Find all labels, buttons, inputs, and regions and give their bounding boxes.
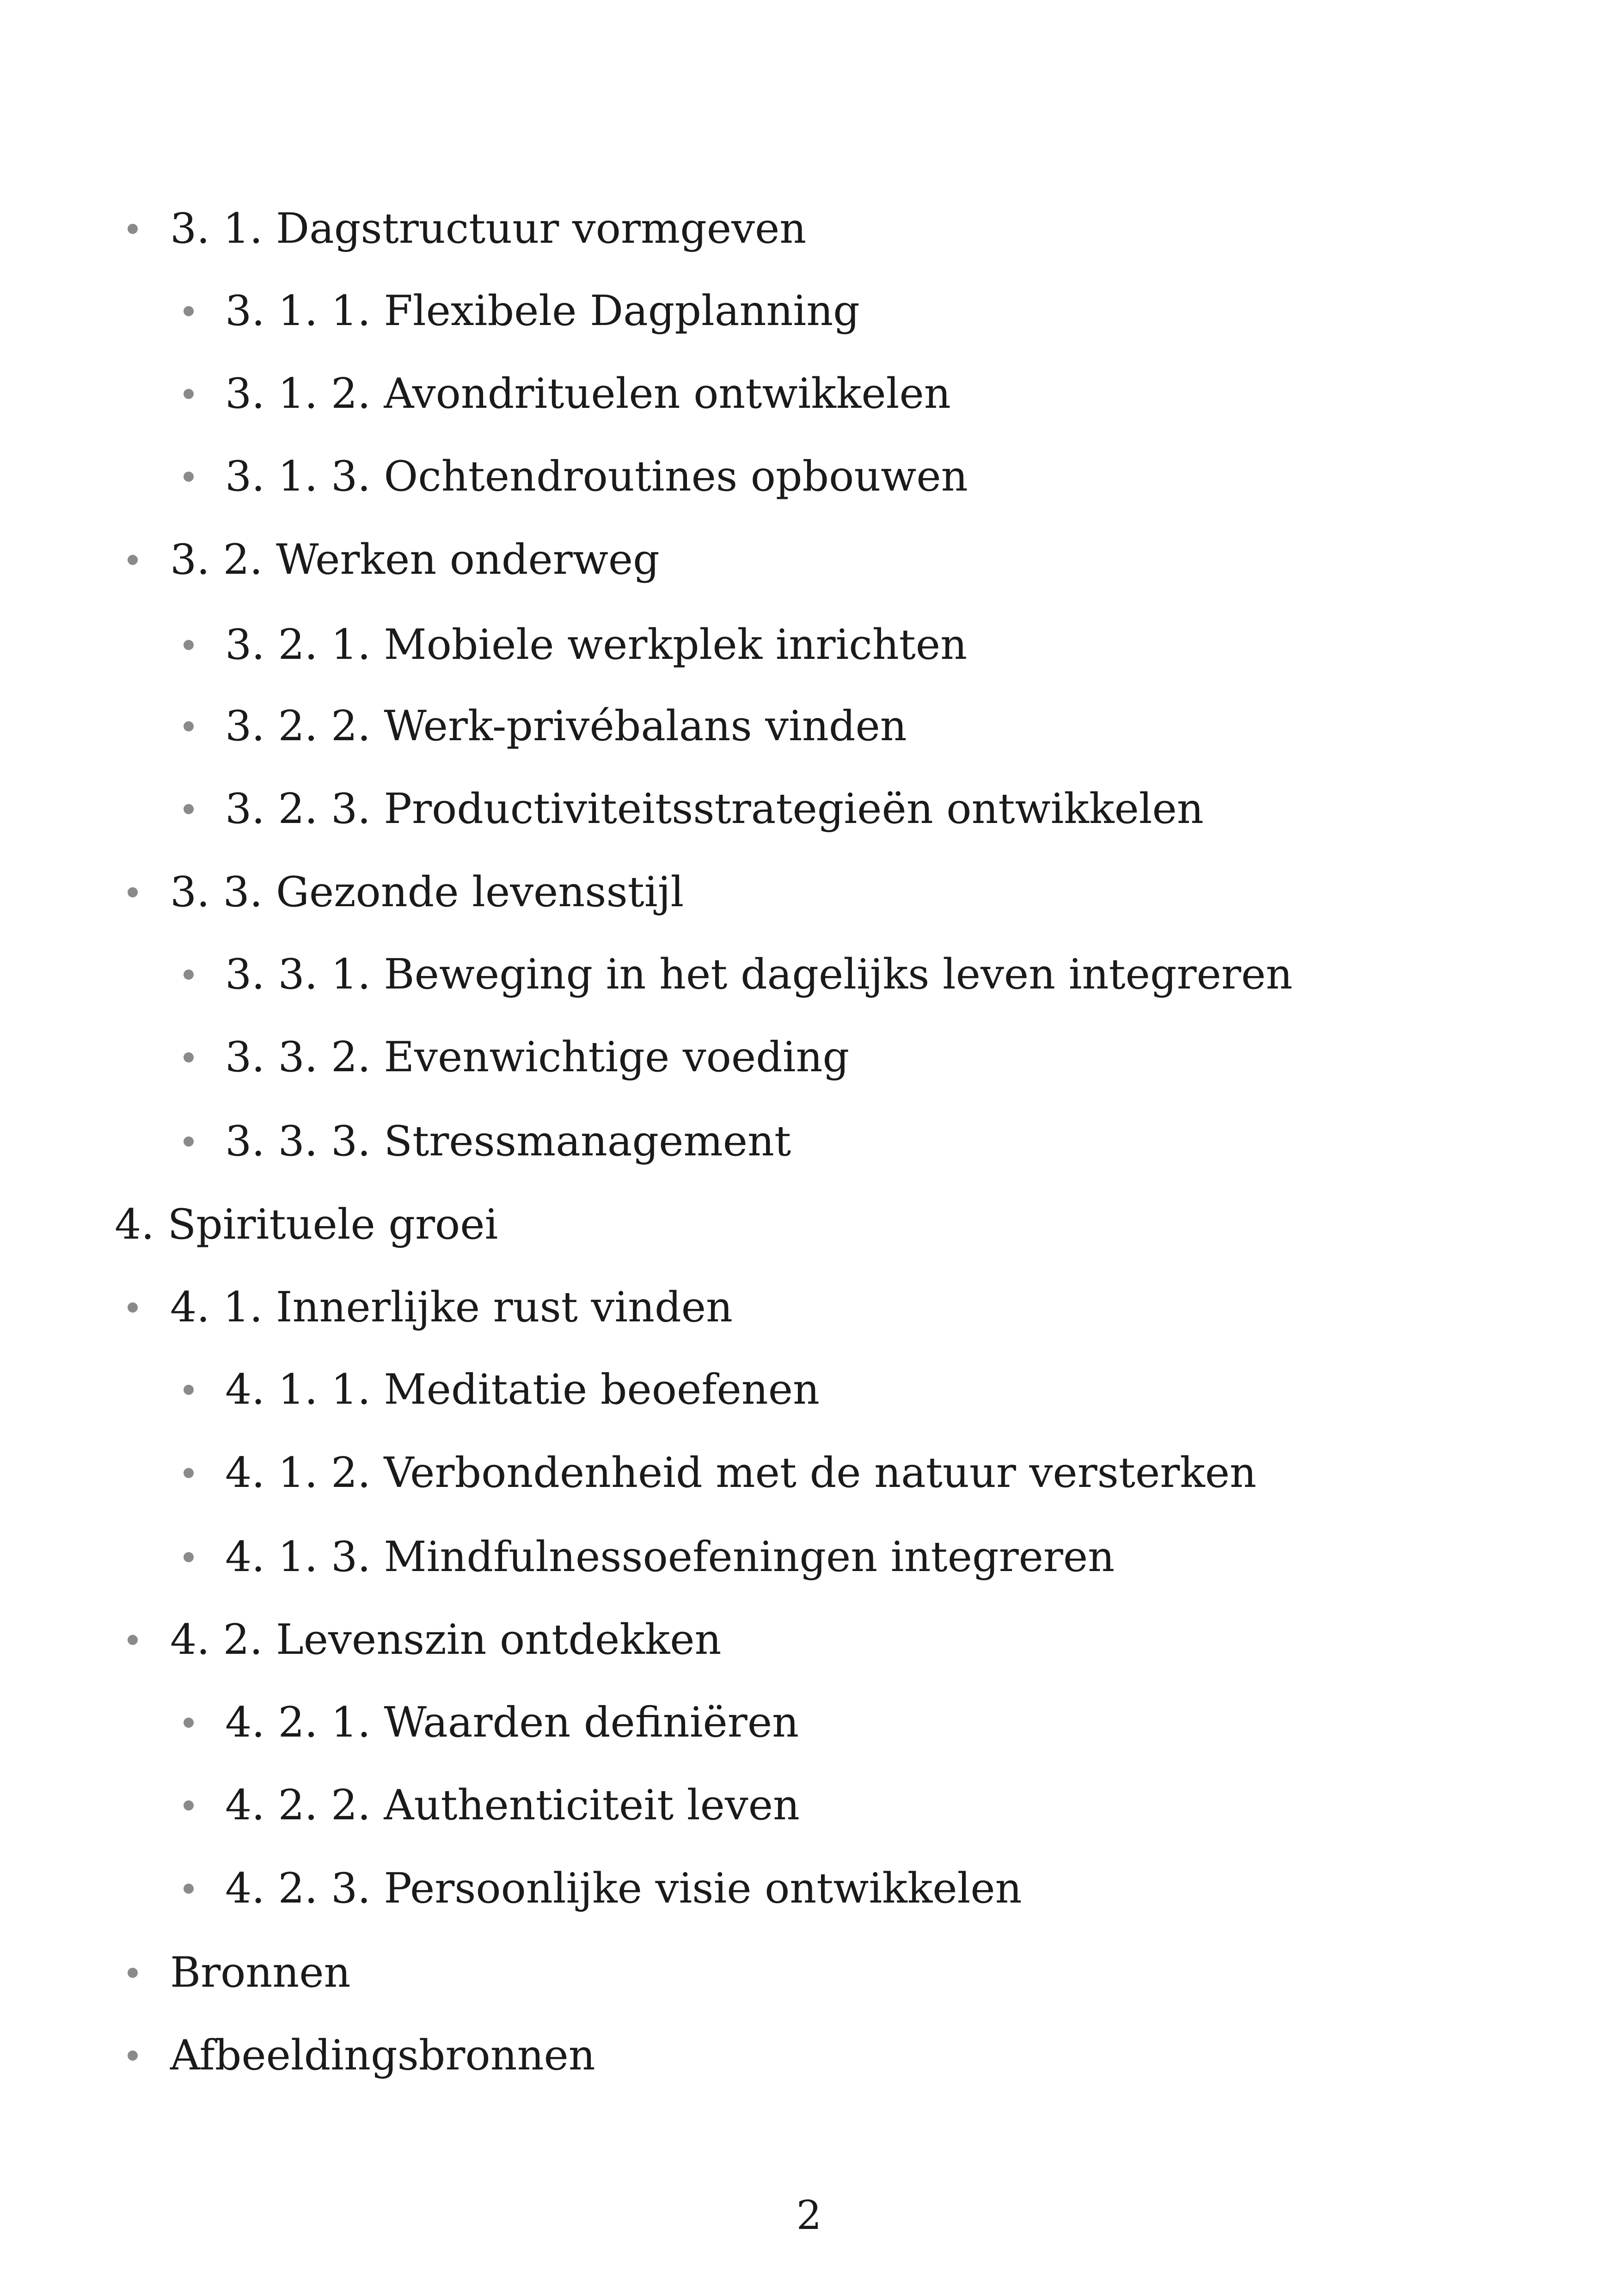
toc-entry-label: 4. 1. 2. Verbondenheid met de natuur versterken xyxy=(225,1449,1257,1497)
page-number: 2 xyxy=(796,2192,822,2239)
toc-entry-label: 3. 3. Gezonde levensstijl xyxy=(170,868,684,916)
bullet-icon xyxy=(184,1136,194,1147)
toc-entry-label: 4. 2. 3. Persoonlijke visie ontwikkelen xyxy=(225,1864,1022,1913)
toc-entry-label: Afbeeldingsbronnen xyxy=(170,2031,595,2080)
bullet-icon xyxy=(184,1884,194,1894)
bullet-icon xyxy=(184,1385,194,1395)
toc-entry-label: 3. 3. 3. Stressmanagement xyxy=(225,1117,791,1166)
bullet-icon xyxy=(184,1468,194,1478)
bullet-icon xyxy=(184,1800,194,1811)
bullet-icon xyxy=(128,2050,138,2061)
toc-entry-label: 3. 1. Dagstructuur vormgeven xyxy=(170,204,807,253)
bullet-icon xyxy=(184,472,194,482)
bullet-icon xyxy=(184,306,194,316)
toc-entry-label: 4. 1. 1. Meditatie beoefenen xyxy=(225,1365,820,1414)
bullet-icon xyxy=(128,1302,138,1313)
bullet-icon xyxy=(184,640,194,650)
toc-entry-label: 3. 2. 3. Productiviteitsstrategieën ontwikkelen xyxy=(225,785,1204,833)
bullet-icon xyxy=(184,721,194,731)
toc-entry-label: 3. 2. Werken onderweg xyxy=(170,535,660,584)
bullet-icon xyxy=(184,1552,194,1562)
toc-entry-label: 4. 2. 1. Waarden definiëren xyxy=(225,1698,799,1747)
toc-entry-label: 3. 3. 2. Evenwichtige voeding xyxy=(225,1033,850,1081)
bullet-icon xyxy=(184,804,194,814)
bullet-icon xyxy=(184,970,194,980)
toc-entry-label: 3. 2. 2. Werk-privébalans vinden xyxy=(225,702,907,750)
toc-entry-label: 4. 2. Levenszin ontdekken xyxy=(170,1615,722,1664)
toc-entry-label: 4. 2. 2. Authenticiteit leven xyxy=(225,1781,800,1829)
toc-entry-label: Bronnen xyxy=(170,1948,351,1997)
bullet-icon xyxy=(184,1052,194,1062)
bullet-icon xyxy=(184,1718,194,1728)
toc-entry-label: 4. 1. 3. Mindfulnessoefeningen integreren xyxy=(225,1533,1115,1581)
toc-entry-label: 4. 1. Innerlijke rust vinden xyxy=(170,1283,733,1332)
bullet-icon xyxy=(128,224,138,234)
toc-entry-label: 3. 1. 1. Flexibele Dagplanning xyxy=(225,287,860,335)
bullet-icon xyxy=(128,1968,138,1978)
toc-entry-label: 3. 1. 2. Avondrituelen ontwikkelen xyxy=(225,369,951,418)
toc-entry-label: 3. 2. 1. Mobiele werkplek inrichten xyxy=(225,620,968,669)
toc-entry-label: 4. Spirituele groei xyxy=(115,1200,498,1249)
bullet-icon xyxy=(128,555,138,565)
toc-entry-label: 3. 3. 1. Beweging in het dagelijks leven integreren xyxy=(225,950,1293,999)
bullet-icon xyxy=(184,389,194,399)
bullet-icon xyxy=(128,1635,138,1645)
toc-entry-label: 3. 1. 3. Ochtendroutines opbouwen xyxy=(225,452,968,501)
bullet-icon xyxy=(128,887,138,897)
